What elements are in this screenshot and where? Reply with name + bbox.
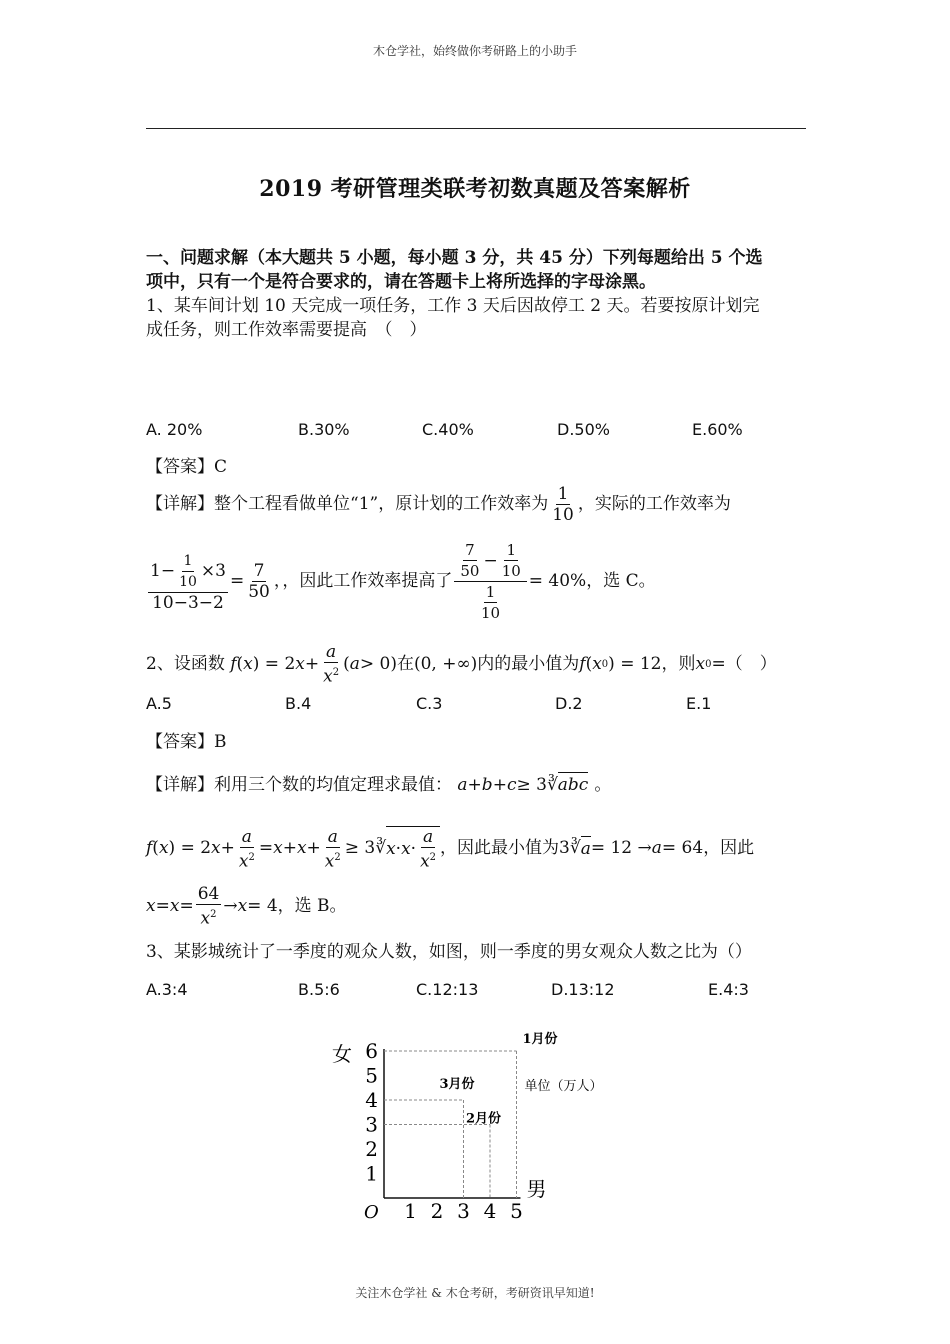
y-tick-label-6: 6	[365, 1039, 378, 1063]
q3-option-a: A.3:4	[146, 980, 188, 999]
q1-fraction-actual: 1− $\frac{1}{10}$ ×3 10−3−2	[150, 552, 226, 613]
section-heading-line2: 项中，只有一个是符合要求的，请在答题卡上将所选择的字母涂黑。	[146, 272, 656, 292]
q2-stem-blank: （ ）	[725, 653, 777, 674]
q2-option-e: E.1	[686, 694, 712, 713]
q1-detail-text-d: ，选 C。	[586, 571, 656, 591]
q1-fraction-plan: $\frac{1}{10}$	[552, 484, 574, 525]
q2-option-a: A.5	[146, 694, 172, 713]
q2-stem-tail: ，则	[661, 653, 696, 674]
q2-detail-text-e: ，选 B。	[277, 895, 347, 916]
q2-option-b: B.4	[285, 694, 312, 713]
y-tick-label-2: 2	[365, 1137, 378, 1161]
q1-detail-line2: 1− $\frac{1}{10}$ ×3 10−3−2 = $\frac{7}{50}$ ，，因此工作效率提高了 $\frac{7}{50}$ − $\frac{1}{10}$ $\frac{1}{10}$ = 40% ，选 C。	[150, 541, 656, 622]
q3-audience-chart	[320, 1020, 603, 1223]
q1-option-e: E.60%	[692, 420, 743, 439]
x-tick-label-1: 1	[404, 1199, 417, 1223]
q1-option-b: B.30%	[298, 420, 350, 439]
q1-answer: 【答案】C	[146, 457, 228, 477]
q2-detail-line3: x = x = $\frac{64}{x^2}$ → x = 4 ，选 B。	[146, 884, 347, 929]
q1-detail-text-a: 【详解】整个工程看做单位“1”，原计划的工作效率为	[146, 494, 549, 514]
q2-option-d: D.2	[555, 694, 583, 713]
q2-stem: 2、设函数 f ( x ) = 2 x + $\frac{a}{x^2}$ ( a > 0) 在 (0, +∞) 内的最小值为 f ( x 0 ) = 12 ，则 x 0 = （ ）	[146, 642, 777, 687]
q2-detail-text-a: 【详解】利用三个数的均值定理求最值：	[146, 774, 452, 795]
x-tick-label-5: 5	[510, 1199, 523, 1223]
point-label-3: 3月份	[439, 1077, 475, 1092]
x-axis-label: 男	[526, 1177, 547, 1201]
page-title: 2019 考研管理类联考初数真题及答案解析	[259, 176, 691, 202]
page-footer: 关注木仓学社 & 木仓考研，考研资讯早知道!	[355, 1286, 595, 1300]
q1-stem-line1: 1、某车间计划 10 天完成一项任务，工作 3 天后因故停工 2 天。若要按原计划完	[146, 296, 760, 316]
q1-option-c: C.40%	[422, 420, 474, 439]
q2-fraction: $\frac{a}{x^2}$	[323, 642, 340, 687]
q1-detail-text-c: ，，因此工作效率提高了	[273, 571, 453, 591]
q2-detail-line1: 【详解】利用三个数的均值定理求最值： a + b + c ≥ 3 ∛ abc 。	[146, 772, 810, 798]
q2-stem-mid: 在	[396, 653, 414, 674]
q1-option-d: D.50%	[557, 420, 610, 439]
q2-detail-text-c: ，因此最小值为	[440, 838, 560, 859]
q2-answer: 【答案】B	[146, 732, 227, 752]
q3-option-c: C.12:13	[416, 980, 479, 999]
q2-detail-text-d: ，因此	[703, 838, 755, 859]
x-tick-label-2: 2	[430, 1199, 444, 1223]
q3-option-b: B.5:6	[298, 980, 340, 999]
q1-fraction-result: $\frac{7}{50}$	[248, 561, 270, 602]
x-tick-label-3: 3	[457, 1199, 470, 1223]
q1-fraction-increase: $\frac{7}{50}$ − $\frac{1}{10}$ $\frac{1}{10}$	[454, 540, 526, 623]
page-header: 木仓学社，始终做你考研路上的小助手	[372, 44, 577, 58]
q2-detail-line2: f ( x ) = 2 x + $\frac{a}{x^2}$ = x + x + $\frac{a}{x^2}$ ≥ 3 ∛ x · x · $\frac{a}{x^2}$ ，因此最小值为 3∛ a = 12 → a = 64 ，因此	[146, 826, 755, 872]
q2-detail-text-b: 。	[594, 774, 612, 795]
q3-stem: 3、某影城统计了一季度的观众人数，如图，则一季度的男女观众人数之比为（）	[146, 942, 752, 962]
q2-stem-mid2: 内的最小值为	[477, 653, 580, 674]
y-tick-label-3: 3	[365, 1112, 378, 1137]
q1-option-a: A. 20%	[146, 420, 203, 439]
origin-label: O	[364, 1202, 379, 1223]
point-label-1: 1月份	[522, 1032, 558, 1047]
unit-note: 单位（万人）	[524, 1079, 603, 1095]
section-heading-line1: 一、问题求解（本大题共 5 小题，每小题 3 分，共 45 分）下列每题给出 5 个选	[146, 248, 763, 268]
header-divider	[146, 128, 806, 129]
x-tick-label-4: 4	[483, 1199, 497, 1223]
y-axis-label: 女	[332, 1041, 352, 1066]
y-tick-label-1: 1	[365, 1161, 378, 1186]
q1-detail-text-b: ，实际的工作效率为	[577, 494, 731, 514]
q3-option-d: D.13:12	[551, 980, 615, 999]
point-label-2: 2月份	[466, 1111, 502, 1127]
q2-stem-prefix: 2、设函数	[146, 653, 225, 674]
y-tick-label-5: 5	[365, 1063, 378, 1088]
q1-stem-line2: 成任务，则工作效率需要提高 （ ）	[146, 320, 427, 340]
q2-option-c: C.3	[416, 694, 443, 713]
q1-detail-line1	[146, 484, 810, 525]
y-tick-label-4: 4	[365, 1088, 378, 1112]
q3-option-e: E.4:3	[708, 980, 749, 999]
